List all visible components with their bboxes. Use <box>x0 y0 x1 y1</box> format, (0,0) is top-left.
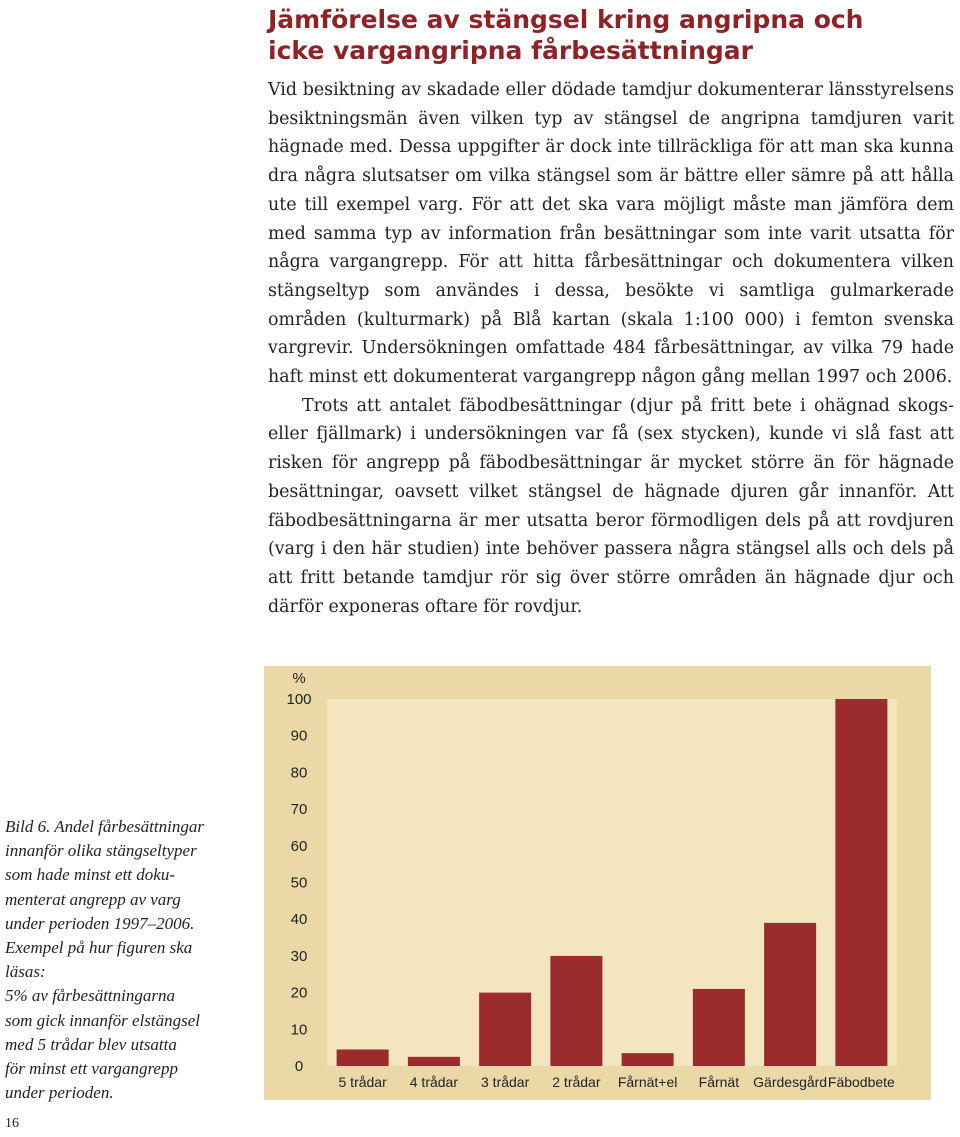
y-tick-label: 10 <box>290 1021 308 1039</box>
y-tick-label: 20 <box>290 984 308 1002</box>
x-category-label: Fårnät+el <box>617 1074 678 1090</box>
caption-line: under perioden 1997–2006. <box>5 913 195 933</box>
y-tick-label: 50 <box>290 874 308 892</box>
bar <box>408 1057 460 1066</box>
caption-line: för minst ett vargangrepp <box>5 1059 178 1079</box>
article-paragraph-1: Vid besiktning av skadade eller dödade tamdjur dokumenterar länsstyrelsens besiktningsmän även vilken typ av stängsel de angripna tamdjuren varit hägnade med. Dessa uppgifter är dock inte tillräckliga för att man ska kunna dra några slutsatser om vilka stängsel som är bättre eller sämre på att hålla ute till exempel varg. För att det ska vara möjligt måste man jämföra dem med samma typ av information från besättningar som inte varit utsatta för några vargangrepp. För att hitta fårbesättningar och dokumentera vilken stängseltyp som användes i dessa, besökte vi samtliga gulmarkerade områden (kulturmark) på Blå kartan (skala 1:100 000) i femton svenska vargrevir. Undersökningen omfattade 484 fårbesättningar, av vilka 79 hade haft minst ett dokumenterat vargangrepp någon gång mellan 1997 och 2006. <box>268 80 954 388</box>
caption-line: läsas: <box>5 962 46 982</box>
x-category-label: 5 trådar <box>338 1074 387 1090</box>
chart-svg <box>264 666 931 1100</box>
bar <box>622 1053 674 1066</box>
y-tick-label: 100 <box>286 691 312 708</box>
caption-line: som hade minst ett doku- <box>5 865 175 885</box>
x-category-label: Gärdesgård <box>753 1074 828 1090</box>
caption-line: som gick innanför elstängsel <box>5 1010 201 1030</box>
article-title <box>268 4 948 66</box>
y-tick-label: 80 <box>290 764 308 782</box>
y-tick-label: 0 <box>294 1058 304 1075</box>
caption-line: menterat angrepp av varg <box>5 889 181 909</box>
figure-caption <box>5 815 255 1105</box>
page-number: 16 <box>5 1116 19 1131</box>
article-body <box>268 76 954 621</box>
y-tick-label: 70 <box>290 801 308 819</box>
bar <box>479 993 531 1066</box>
y-tick-label: 40 <box>290 911 308 929</box>
bar <box>835 699 887 1066</box>
caption-line: 5% av fårbesättningarna <box>5 986 175 1006</box>
bar <box>764 923 816 1066</box>
bar <box>693 989 745 1066</box>
x-category-label: 3 trådar <box>481 1074 530 1090</box>
bar <box>337 1049 389 1066</box>
article-title-line: Jämförelse av stängsel kring angripna och <box>268 5 864 34</box>
caption-line: Exempel på hur figuren ska <box>5 938 193 958</box>
y-tick-label: 60 <box>290 837 308 855</box>
caption-line: med 5 trådar blev utsatta <box>5 1034 177 1054</box>
x-category-label: 2 trådar <box>552 1074 601 1090</box>
article-title-line: icke vargangripna fårbesättningar <box>268 36 753 65</box>
y-tick-label: 90 <box>290 727 308 745</box>
x-category-label: Fårnät <box>698 1074 740 1090</box>
y-tick-label: 30 <box>290 947 308 965</box>
article-paragraph-2: Trots att antalet fäbodbesättningar (djur på fritt bete i ohägnad skogs- eller fjällmark) i undersökningen var få (sex stycken), kunde vi slå fast att risken för angrepp på fäbodbesättningar är mycket större än för hägnade besättningar, oavsett vilket stängsel de hägnade djuren går innanför. Att fäbodbesättningarna är mer utsatta beror förmodligen dels på att rovdjuren (varg i den här studien) inte behöver passera några stängsel alls och dels på att fritt betande tamdjur rör sig över större områden än hägnade djur och därför exponeras oftare för rovdjur. <box>268 395 954 617</box>
x-category-label: Fäbodbete <box>827 1074 895 1090</box>
caption-line: innanför olika stängseltyper <box>5 841 197 861</box>
x-category-label: 4 trådar <box>409 1074 458 1090</box>
caption-line: Bild 6. Andel fårbesättningar <box>5 817 204 836</box>
bar <box>550 956 602 1066</box>
bar-chart <box>264 666 931 1100</box>
caption-line: under perioden. <box>5 1083 114 1103</box>
y-unit-label: % <box>292 670 306 687</box>
